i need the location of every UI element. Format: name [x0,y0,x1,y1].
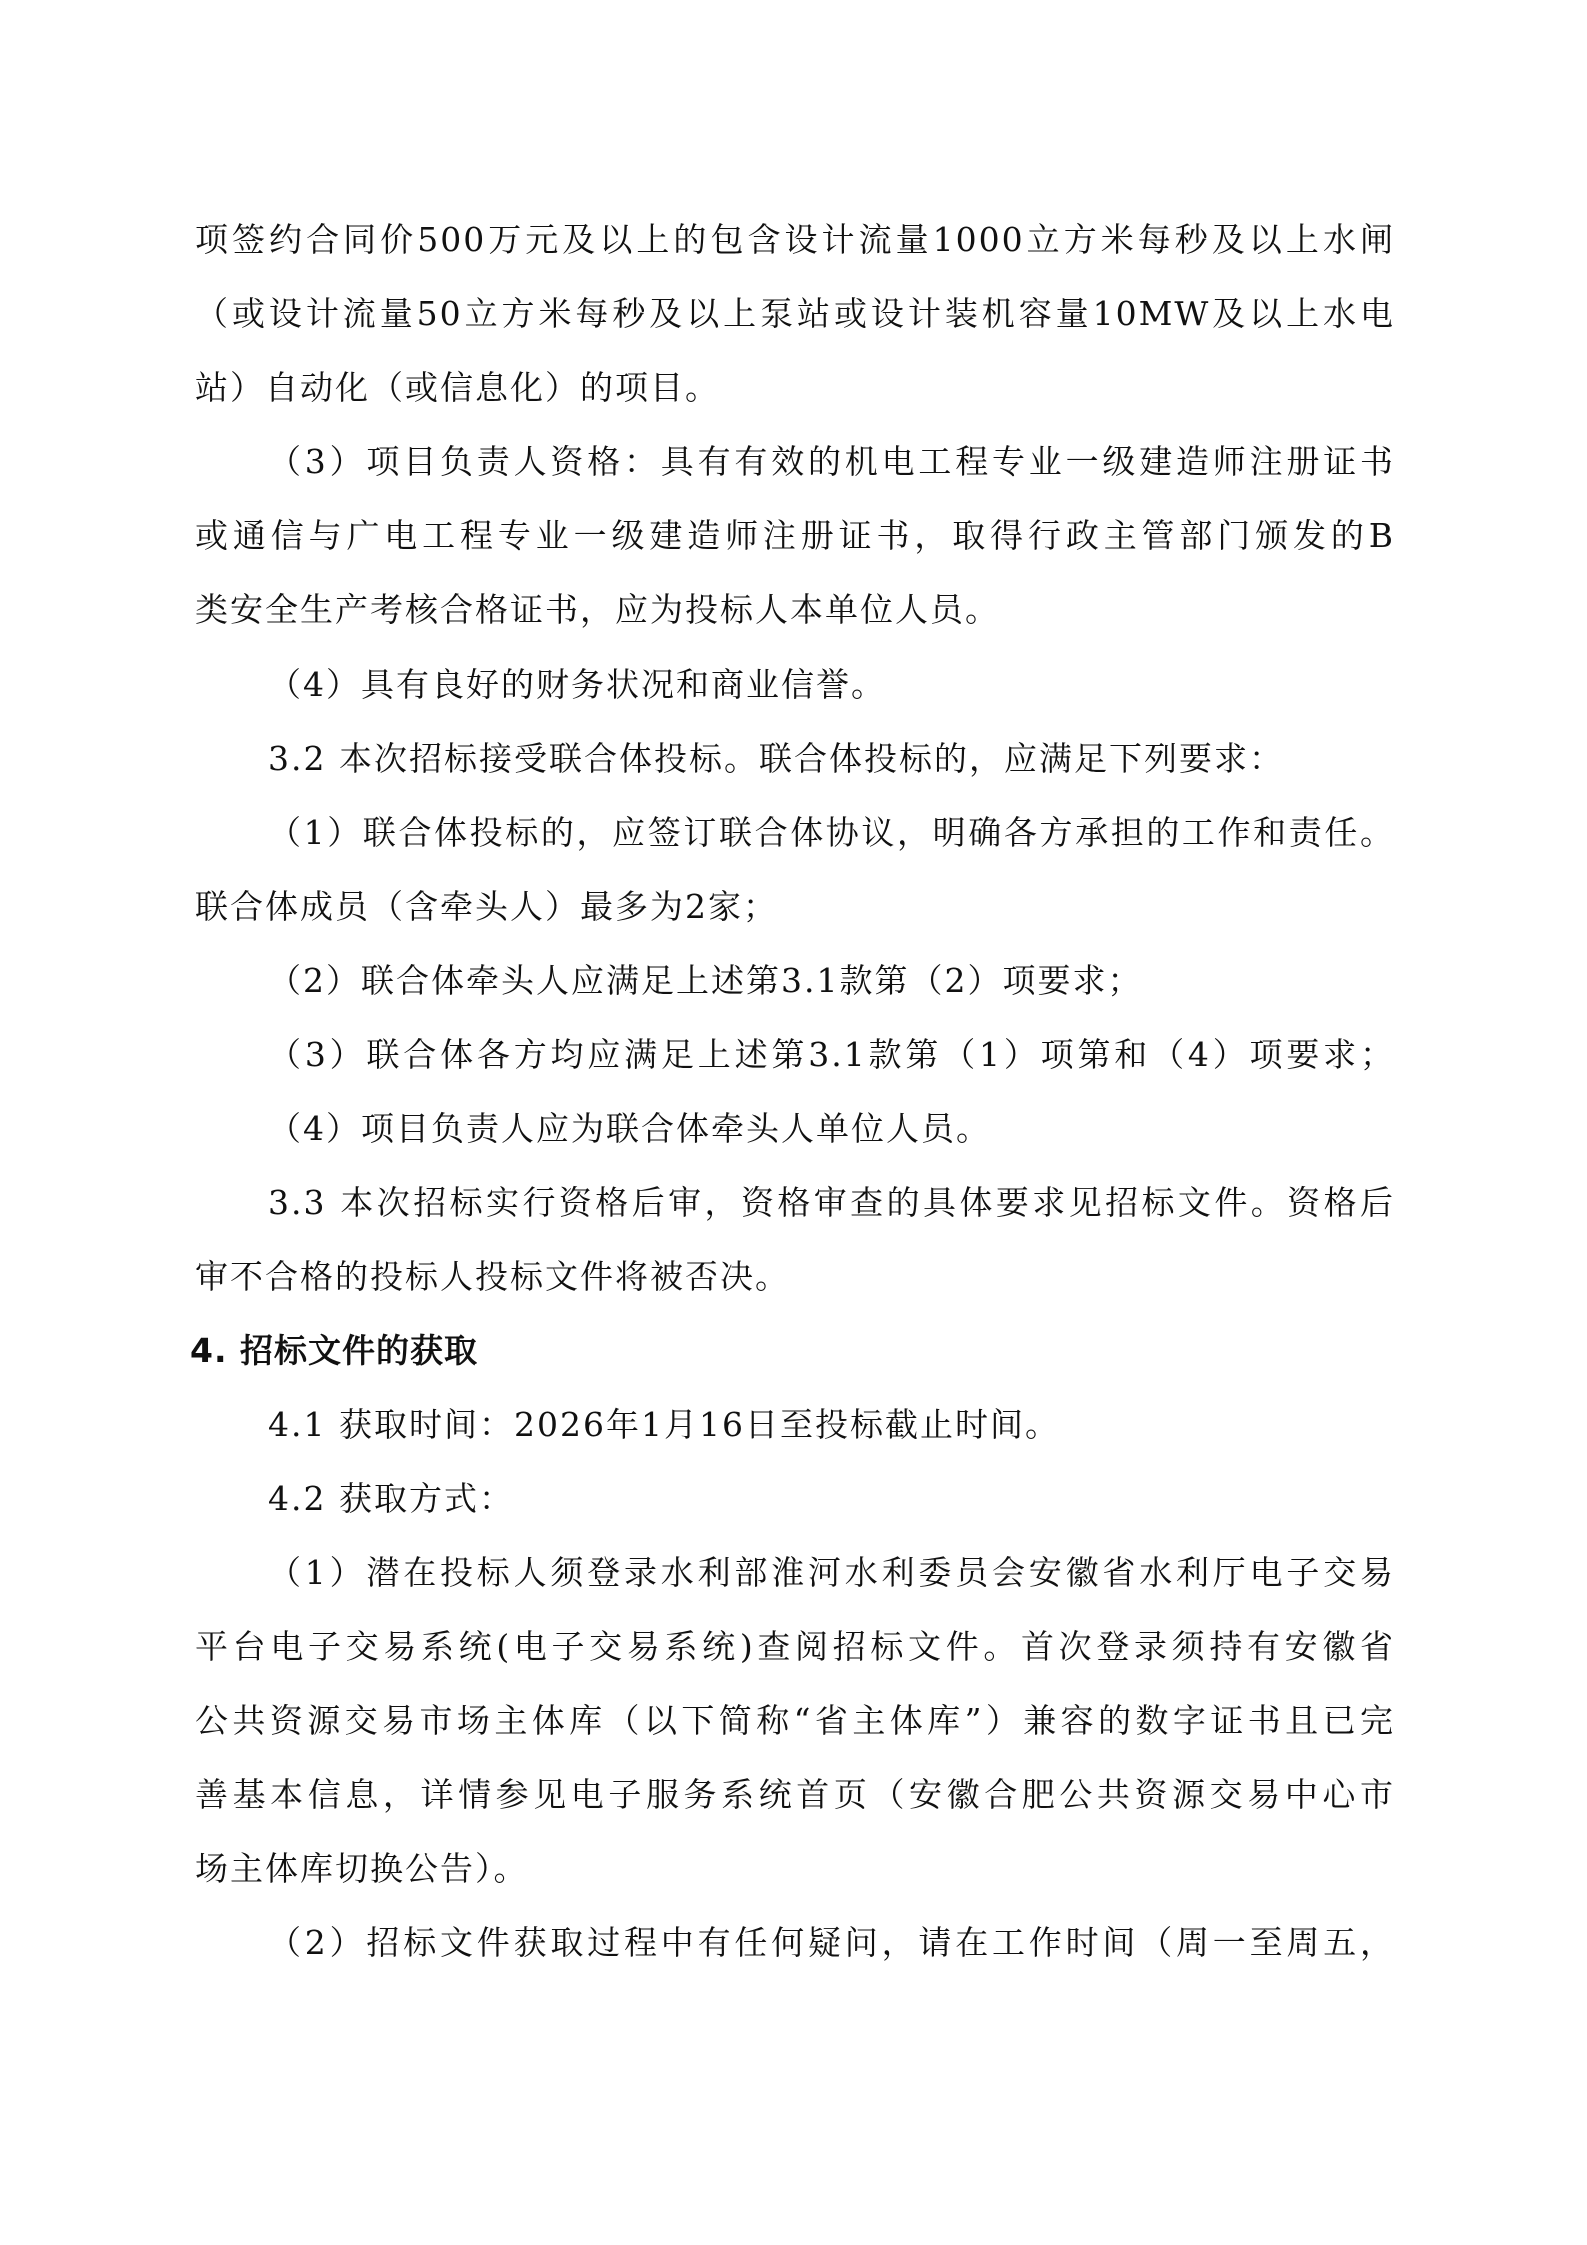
body-line: 或通信与广电工程专业一级建造师注册证书，取得行政主管部门颁发的B [195,516,1395,555]
body-line: 联合体成员（含牵头人）最多为2家； [195,887,778,926]
body-line: （1）潜在投标人须登录水利部淮河水利委员会安徽省水利厅电子交易 [268,1553,1395,1592]
body-line: （1）联合体投标的，应签订联合体协议，明确各方承担的工作和责任。 [268,813,1395,852]
body-line: 站）自动化（或信息化）的项目。 [195,368,720,407]
body-line: （4）项目负责人应为联合体牵头人单位人员。 [268,1109,991,1148]
body-line: 善基本信息，详情参见电子服务系统首页（安徽合肥公共资源交易中心市 [195,1775,1395,1814]
body-line: 平台电子交易系统(电子交易系统)查阅招标文件。首次登录须持有安徽省 [195,1627,1395,1666]
section-heading: 4. 招标文件的获取 [190,1331,478,1370]
body-line: 4.1 获取时间：2026年1月16日至投标截止时间。 [268,1405,1060,1444]
body-line: （2）招标文件获取过程中有任何疑问，请在工作时间（周一至周五， [268,1923,1395,1962]
body-line: 4.2 获取方式： [268,1479,514,1518]
body-line: （3）项目负责人资格：具有有效的机电工程专业一级建造师注册证书 [268,442,1395,481]
body-line: 公共资源交易市场主体库（以下简称“省主体库”）兼容的数字证书且已完 [195,1701,1395,1740]
body-line: 类安全生产考核合格证书，应为投标人本单位人员。 [195,590,1000,629]
body-line: （4）具有良好的财务状况和商业信誉。 [268,665,886,704]
body-line: （3）联合体各方均应满足上述第3.1款第（1）项第和（4）项要求； [268,1035,1395,1074]
body-line: 场主体库切换公告）。 [195,1849,529,1888]
body-line: 3.3 本次招标实行资格后审，资格审查的具体要求见招标文件。资格后 [268,1183,1395,1222]
body-line: 3.2 本次招标接受联合体投标。联合体投标的，应满足下列要求： [268,739,1284,778]
body-line: 审不合格的投标人投标文件将被否决。 [195,1257,790,1296]
body-line: （2）联合体牵头人应满足上述第3.1款第（2）项要求； [268,961,1143,1000]
body-line: 项签约合同价500万元及以上的包含设计流量1000立方米每秒及以上水闸 [195,220,1395,259]
body-line: （或设计流量50立方米每秒及以上泵站或设计装机容量10MW及以上水电 [195,294,1395,333]
